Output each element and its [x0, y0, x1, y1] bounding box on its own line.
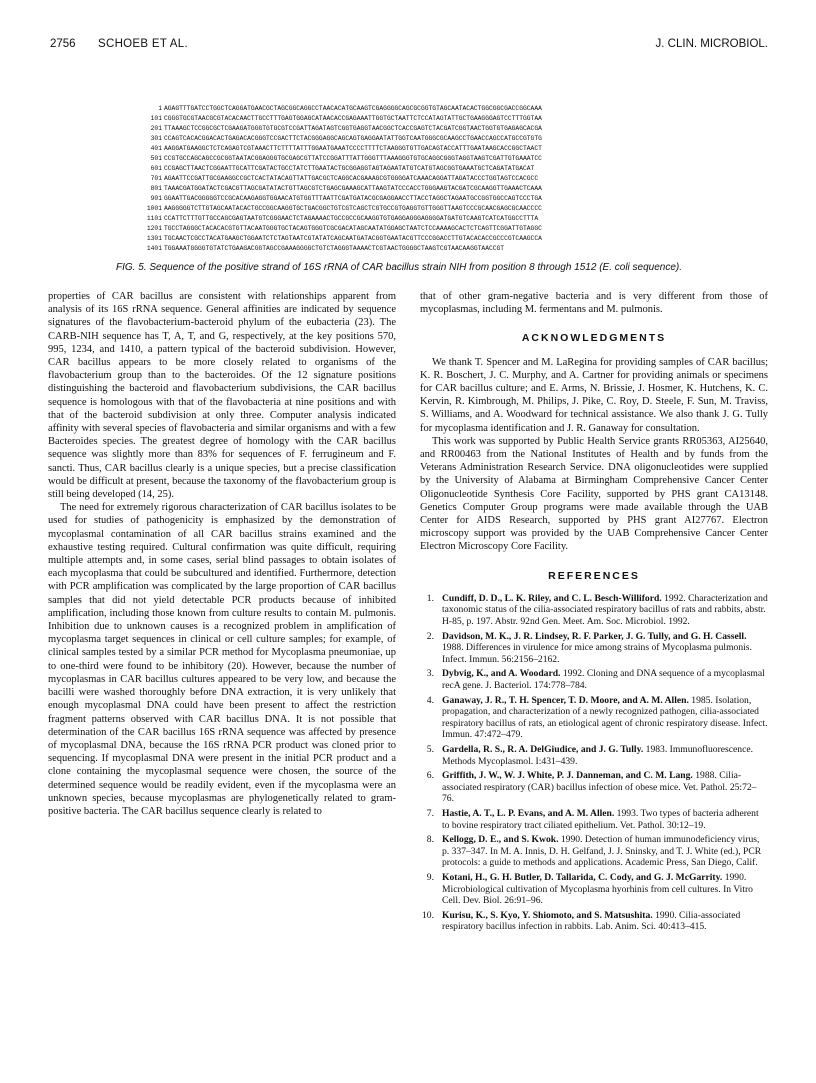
reference-details: 1992. Characterization and taxonomic status of the cilia-associated respiratory bacillus of rats and rabbits, abstr. H-85, p. 197. Abstr. 92nd Gen. Meet. Am. Soc. Microbiol. 1992. [442, 592, 768, 628]
references-heading: REFERENCES [548, 569, 640, 582]
sequence-position: 601 [150, 165, 162, 172]
sequence-bases: CCATTCTTTGTTGCCAGCGAGTAATGTCGGGAACTCTAGAAAACTGCCGCCGCAAGGTGTGAGGAGGGAGGGGATGATGTCAAGTCATCATGGCCTTTA [164, 215, 539, 222]
running-authors: SCHOEB ET AL. [98, 38, 188, 50]
sequence-position: 401 [150, 145, 162, 152]
sequence-line [128, 234, 748, 244]
sequence-bases: TGCCTAGGGCTACACACGTGTTACAATGGGTGCTACAGTGGGTCGCGACATAGCAATATGGAGCTAATCTCCAAAAGCACTCTCAGTTCGGATTGTAGGC [164, 225, 542, 232]
reference-number: 8. [426, 834, 434, 846]
reference-number: 10. [422, 909, 434, 921]
sequence-position: 501 [150, 155, 162, 162]
sequence-position: 1401 [146, 245, 162, 252]
figure-caption: FIG. 5. Sequence of the positive strand of 16S rRNA of CAR bacillus strain NIH from position 8 through 1512 (E. coli sequence). [116, 262, 683, 273]
reference-number: 7. [426, 807, 434, 819]
reference-number: 5. [426, 743, 434, 755]
sequence-bases: TGCAACTCGCCTACATGAAGCTGGAATCTCTAGTAATCGTATATCAGCAATGATACGGTGAATACGTTCCCGGACCTTGTACACACCGCCCGTCAAGCCA [164, 235, 542, 242]
sequence-line [128, 174, 748, 184]
sequence-line [128, 104, 748, 114]
reference-authors: Ganaway, J. R., T. H. Spencer, T. D. Moore, and A. M. Allen. [442, 694, 689, 706]
sequence-line [128, 214, 748, 224]
sequence-bases: AAGGATGAAGGCTCTCAGAGTCGTAAACTTCTTTTATTTGGAATGAAATCCCCTTTTCTAAGGGTGTTGACAGTACCATTTGAATAAGCACCGGCTAACT [164, 145, 542, 152]
reference-item [420, 695, 768, 741]
reference-item [420, 744, 768, 767]
sequence-position: 101 [150, 115, 162, 122]
reference-details: 1990. Cilia-associated respiratory bacillus infection in rabbits. Lab. Anim. Sci. 40:413–415. [442, 909, 741, 933]
sequence-figure [128, 104, 748, 254]
reference-number: 9. [426, 871, 434, 883]
ack-paragraph: We thank T. Spencer and M. LaRegina for providing samples of CAR bacillus; K. R. Boschert, J. C. Murphy, and A. Cartner for providing animals or specimens for CAR bacillus culture; and E. Arms, N. Brissie, J. Hosmer, K. Hutchens, K. C. Kervin, R. Kimbrough, M. Philips, J. Pike, C. Roy, D. Steele, F. Sun, M. Traviss, S. Williams, and A. Woodward for technical assistance. We also thank J. G. Tully for mycoplasma identification and J. R. Ganaway for consultation. [420, 356, 768, 434]
sequence-position: 1001 [146, 205, 162, 212]
reference-details: 1983. Immunofluorescence. Methods Mycoplasmol. I:431–439. [442, 743, 754, 767]
sequence-bases: AGAGTTTGATCCTGGCTCAGGATGAACGCTAGCGGCAGGCCTAACACATGCAAGTCGAGGGGCAGCGCGGTGTAGCAATACACTGGCGGCGACCGGCAAA [164, 105, 542, 112]
reference-list [420, 593, 768, 933]
sequence-position: 1201 [146, 225, 162, 232]
reference-authors: Kellogg, D. E., and S. Kwok. [442, 834, 559, 846]
sequence-bases: CCGTGCCAGCAGCCGCGGTAATACGGAGGGTGCGAGCGTTATCCGGATTTATTGGGTTTAAAGGGTGTGCAGGCGGGTAGGTAAGTCGATTGTGAAATCC [164, 155, 542, 162]
sequence-bases: TTAAAGCTCCGGCGCTCGAAGATGGGTGTGCGTCCGATTAGATAGTCGGTGAGGTAACGGCTCACCGAGTCTACGATCGGTAACTGGTGTGAGAGCACGA [164, 125, 542, 132]
reference-authors: Kotani, H., G. H. Butler, D. Tallarida, C. Cody, and G. J. McGarrity. [442, 871, 723, 883]
reference-authors: Hastie, A. T., L. P. Evans, and A. M. Allen. [442, 807, 615, 819]
reference-item [420, 834, 768, 869]
sequence-bases: GGAATTGACGGGGGTCCGCACAAGAGGTGGAACATGTGGTTTAATTCGATGATACGCGAGGAACCTTACCTAGGCTAGAATGCCGGTGGCCAGTCCCTGA [164, 195, 542, 202]
reference-item [420, 872, 768, 907]
reference-item [420, 910, 768, 933]
sequence-line [128, 144, 748, 154]
reference-details: 1985. Isolation, propagation, and characterization of a newly recognized pathogen, cilia-associated respiratory bacillus of rats, an etiological agent of chronic respiratory disease. Infect. Immun. 47:472–479. [442, 694, 768, 741]
sequence-line [128, 154, 748, 164]
sequence-bases: CCGAGCTTAACTCGGAATTGCATTCGATACTGCCTATCTTGAATACTGCGGAGGTAGTAGAATATGTCATGTAGCGGTGAAATGCTCAGATATGACAT [164, 165, 535, 172]
reference-item [420, 770, 768, 805]
reference-item [420, 668, 768, 691]
journal-name: J. CLIN. MICROBIOL. [655, 38, 768, 50]
sequence-line [128, 124, 748, 134]
reference-authors: Gardella, R. S., R. A. DelGiudice, and J. G. Tully. [442, 743, 644, 755]
reference-number: 3. [426, 668, 434, 680]
reference-details: 1990. Detection of human immunodeficiency virus, p. 337–347. In M. A. Innis, D. H. Gelfand, J. J. Sninsky, and T. J. White (ed.), PCR protocols: a guide to methods and applications. Academic Press, San Diego, Calif. [442, 834, 762, 869]
sequence-bases: TGGAAATGGGGTGTATCTGAAGACGGTAGCCGAAAGGGGCTGTCTAGGGTAAAACTCGTAACTGGGGCTAAGTCGTAACAAGGTAACCGT [164, 245, 505, 252]
sequence-bases: TAAACGATGGATACTCGACGTTAGCGATATACTGTTAGCGTCTGAGCGAAAGCATTAAGTATCCCACCTGGGAAGTACGATCGCAAGGTTGAAACTCAAA [164, 185, 542, 192]
reference-authors: Davidson, M. K., J. R. Lindsey, R. F. Parker, J. G. Tully, and G. H. Cassell. [442, 630, 747, 642]
reference-authors: Dybvig, K., and A. Woodard. [442, 668, 561, 680]
reference-number: 6. [426, 770, 434, 782]
reference-item [420, 631, 768, 666]
sequence-position: 801 [150, 185, 162, 192]
reference-number: 1. [426, 592, 434, 604]
sequence-position: 301 [150, 135, 162, 142]
reference-authors: Cundiff, D. D., L. K. Riley, and C. L. Besch-Williford. [442, 592, 662, 604]
sequence-position: 1 [158, 105, 162, 112]
ack-paragraph: This work was supported by Public Health Service grants RR05363, AI25640, and RR00463 from the National Institutes of Health and by funds from the Veterans Administration Research Service. DNA oligonucleotides were supplied by the University of Alabama at Birmingham Comprehensive Cancer Center Oligonucleotide Synthesis Core Facility, supported by PHS grant CA13148. Genetics Computer Group programs were made available through the UAB Center for AIDS Research, supported by PHS grant AI27767. Electron microscopy support was provided by the UAB Comprehensive Cancer Center Electron Microscopy Core Facility. [420, 435, 768, 553]
reference-number: 2. [426, 630, 434, 642]
sequence-bases: CGGGTGCGTAACGCGTACACAACTTGCCTTTGAGTGGAGCATAACACCGAGAAATTGGTGCTAATTCTCCATAGTATTGCTGAAGGGAGTCCTTTGGTAA [164, 115, 542, 122]
reference-details: 1988. Differences in virulence for mice among strains of Mycoplasma pulmonis. Infect. Immun. 56:2156–2162. [442, 642, 752, 665]
sequence-bases: CCAGTCACACGGACACTGAGACACGGGTCCGACTTCTACGGGAGGCAGCAGTGAGGAATATTGGTCAATGGGCGCAAGCCTGAACCAGCCATGCCGTGTG [164, 135, 542, 142]
left-column [48, 290, 396, 818]
acknowledgments-heading: ACKNOWLEDGMENTS [521, 332, 667, 345]
sequence-line [128, 204, 748, 214]
sequence-line [128, 224, 748, 234]
sequence-line [128, 164, 748, 174]
body-paragraph: The need for extremely rigorous characterization of CAR bacillus isolates to be used for studies of pathogenicity is emphasized by the demonstration of mycoplasmal contamination of all CAR bacillus strains examined and the exhaustive testing required. Cultural confirmation was quite difficult, requiring multiple attempts and, in some cases, serial blind passages to obtain isolates of each mycoplasma that could be subcultured and identified. Furthermore, detection with PCR amplification was complicated by the large proportion of CAR bacillus samples that did not yield detectable PCR products because of inhibited amplification, including those known from culture results to contain M. pulmonis. Inhibition due to unknown causes is a recognized problem in amplification of mycoplasma target sequences in clinical or cell culture samples; for example, of clinical samples tested by a similar PCR method for Mycoplasma pneumoniae, up to one-third were found to be inhibitory (20). However, because the number of mycoplasmas in CAR bacillus cultures appeared to be very low, and because the bacilli were washed thoroughly before DNA extraction, it is very unlikely that enough mycoplasmal DNA could have been present to affect the restriction fragment patterns observed with CAR bacillus DNA. It is not possible that determination of the CAR bacillus 16S rRNA sequence was affected by presence of mycoplasmal DNA, because the 16S rRNA PCR product was cloned prior to sequencing. If mycoplasmal DNA were present in the initial PCR product and a clone containing the mycoplasmal sequence were chosen, the source of the determined sequence would be readily evident, even if the mycoplasma were an unknown species, because mycoplasmas are phylogenetically related to gram-positive bacteria. The CAR bacillus sequence clearly is related to [48, 502, 396, 817]
running-header [50, 38, 768, 54]
body-continuation: that of other gram-negative bacteria and is very different from those of mycoplasmas, including M. fermentans and M. pulmonis. [420, 291, 768, 316]
sequence-position: 701 [150, 175, 162, 182]
sequence-line [128, 114, 748, 124]
sequence-line [128, 184, 748, 194]
reference-authors: Griffith, J. W., W. J. White, P. J. Danneman, and C. M. Lang. [442, 770, 693, 782]
reference-details: 1993. Two types of bacteria adherent to bovine respiratory tract ciliated epithelium. Vet. Pathol. 30:12–19. [442, 807, 759, 831]
reference-details: 1988. Cilia-associated respiratory (CAR) bacillus infection of obese mice. Vet. Pathol. 25:72–76. [442, 770, 757, 805]
reference-number: 4. [426, 694, 434, 706]
reference-details: 1992. Cloning and DNA sequence of a mycoplasmal recA gene. J. Bacteriol. 174:778–784. [442, 668, 765, 692]
reference-item [420, 593, 768, 628]
sequence-bases: AGAATTCCGATTGCGAAGGCCGCTCACTATACAGTTATTGACGCTCAGGCACGAAAGCGTGGGGATCAAACAGGATTAGATACCCTGGTAGTCCACGCC [164, 175, 539, 182]
reference-item [420, 808, 768, 831]
sequence-line [128, 134, 748, 144]
sequence-position: 1301 [146, 235, 162, 242]
right-column [420, 290, 768, 936]
sequence-position: 1101 [146, 215, 162, 222]
body-paragraph: properties of CAR bacillus are consistent with relationships apparent from analysis of its 16S rRNA sequence. General affinities are indicated by sequence signatures of the flavobacterium-bacteroid phylum of the eubacteria (23). The CARB-NIH sequence has T, A, T, and G, respectively, at the key positions 570, 995, 1234, and 1410, a pattern typical of the bacteroid subdivision. However, CAR bacillus appears to be more closely related to organisms of the flavobacterium group than to the bacteroides. Of the 12 signature positions distinguishing the bacteroid and flavobacterium subdivisions, the CAR bacillus sequence is homologous with that of the flavobacteria at nine positions and with that of the bacteroid subdivision at only three. Computer analysis indicated affinity with several species of flavobacteria and similar organisms and with a few Bacteroides species. The greatest degree of homology with the CAR bacillus sequence was slightly more than 83% for sequences of F. ferrugineum and F. sancti. Thus, CAR bacillus clearly is a unique species, but a precise classification would be difficult at present, because the taxonomy of the flavobacterium group is still being developed (14, 25). [48, 291, 396, 501]
sequence-position: 201 [150, 125, 162, 132]
reference-details: 1990. Microbiological cultivation of Mycoplasma hyorhinis from cell cultures. In Vitro Cell. Dev. Biol. 26:91–96. [442, 871, 753, 907]
page-number: 2756 [50, 38, 76, 50]
sequence-position: 901 [150, 195, 162, 202]
sequence-bases: AAGGGGGTCTTGTAGCAATACACTGCCGGCAAGGTGCTGACGGCTGTCGTCAGCTCGTGCCGTGAGGTGTTGGGTTAAGTCCCGCAACGAGCGCAACCCC [164, 205, 542, 212]
sequence-line [128, 194, 748, 204]
sequence-line [128, 244, 748, 254]
reference-authors: Kurisu, K., S. Kyo, Y. Shiomoto, and S. Matsushita. [442, 909, 653, 921]
